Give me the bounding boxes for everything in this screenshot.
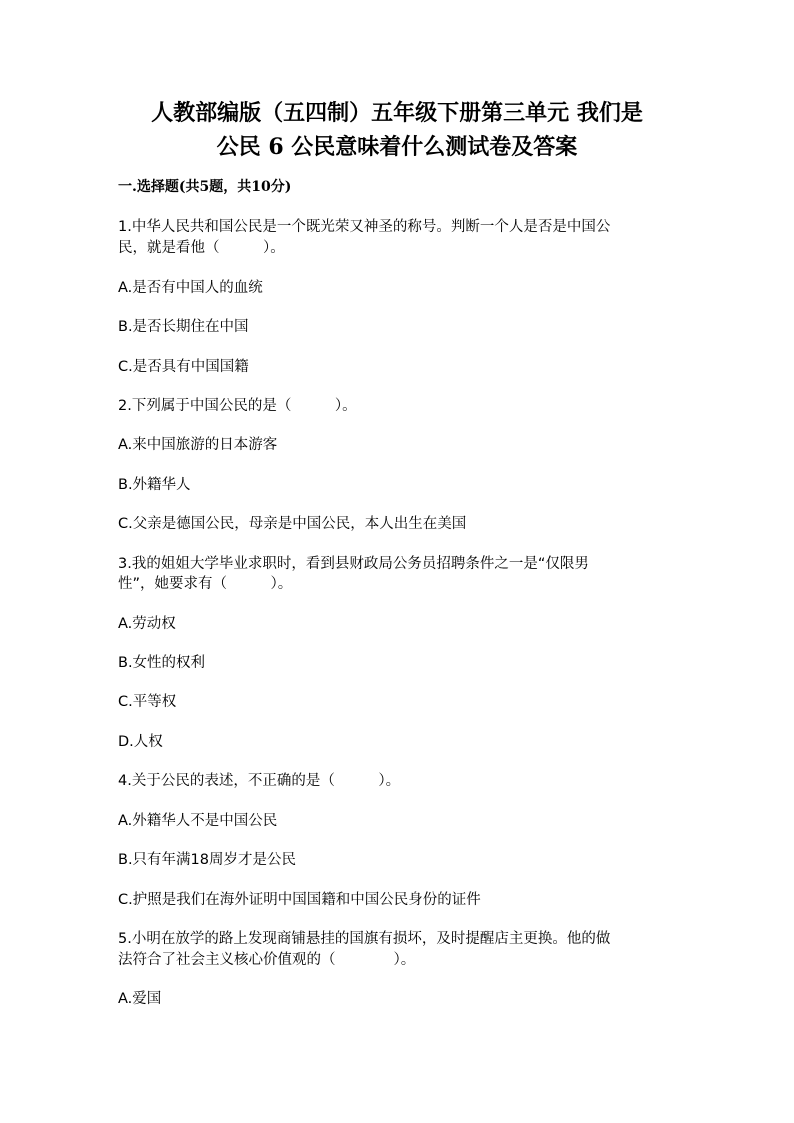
section-heading: 一.选择题(共5题，共10分): [118, 179, 292, 195]
question-2-stem-line-1: 2.下列属于中国公民的是（ ）。: [118, 398, 357, 414]
question-1-option-b: B.是否长期住在中国: [118, 319, 249, 335]
question-3-stem-line-2: 性”，她要求有（ ）。: [118, 576, 293, 592]
document-title-line-2: 公民 6 公民意味着什么测试卷及答案: [216, 134, 578, 160]
document-title-line-1: 人教部编版（五四制）五年级下册第三单元 我们是: [151, 100, 643, 126]
question-2-option-a: A.来中国旅游的日本游客: [118, 437, 278, 453]
question-3-option-c: C.平等权: [118, 694, 177, 710]
question-4-option-b: B.只有年满18周岁才是公民: [118, 852, 297, 868]
question-1-stem-line-2: 民，就是看他（ ）。: [118, 240, 285, 256]
question-3-option-d: D.人权: [118, 734, 163, 750]
question-3-option-b: B.女性的权利: [118, 655, 206, 671]
question-3-option-a: A.劳动权: [118, 616, 176, 632]
question-5-stem-line-2: 法符合了社会主义核心价值观的（ ）。: [118, 952, 416, 968]
question-2-option-b: B.外籍华人: [118, 477, 191, 493]
question-5-stem-line-1: 5.小明在放学的路上发现商铺悬挂的国旗有损坏，及时提醒店主更换。他的做: [118, 931, 611, 947]
question-5-option-a: A.爱国: [118, 991, 162, 1007]
question-4-stem-line-1: 4.关于公民的表述，不正确的是（ ）。: [118, 773, 401, 789]
question-1-option-c: C.是否具有中国国籍: [118, 359, 249, 375]
question-4-option-a: A.外籍华人不是中国公民: [118, 813, 278, 829]
question-2-option-c: C.父亲是德国公民，母亲是中国公民，本人出生在美国: [118, 516, 467, 532]
question-3-stem-line-1: 3.我的姐姐大学毕业求职时，看到县财政局公务员招聘条件之一是“仅限男: [118, 556, 589, 572]
question-1-stem-line-1: 1.中华人民共和国公民是一个既光荣又神圣的称号。判断一个人是否是中国公: [118, 219, 611, 235]
question-4-option-c: C.护照是我们在海外证明中国国籍和中国公民身份的证件: [118, 892, 481, 908]
question-1-option-a: A.是否有中国人的血统: [118, 280, 263, 296]
